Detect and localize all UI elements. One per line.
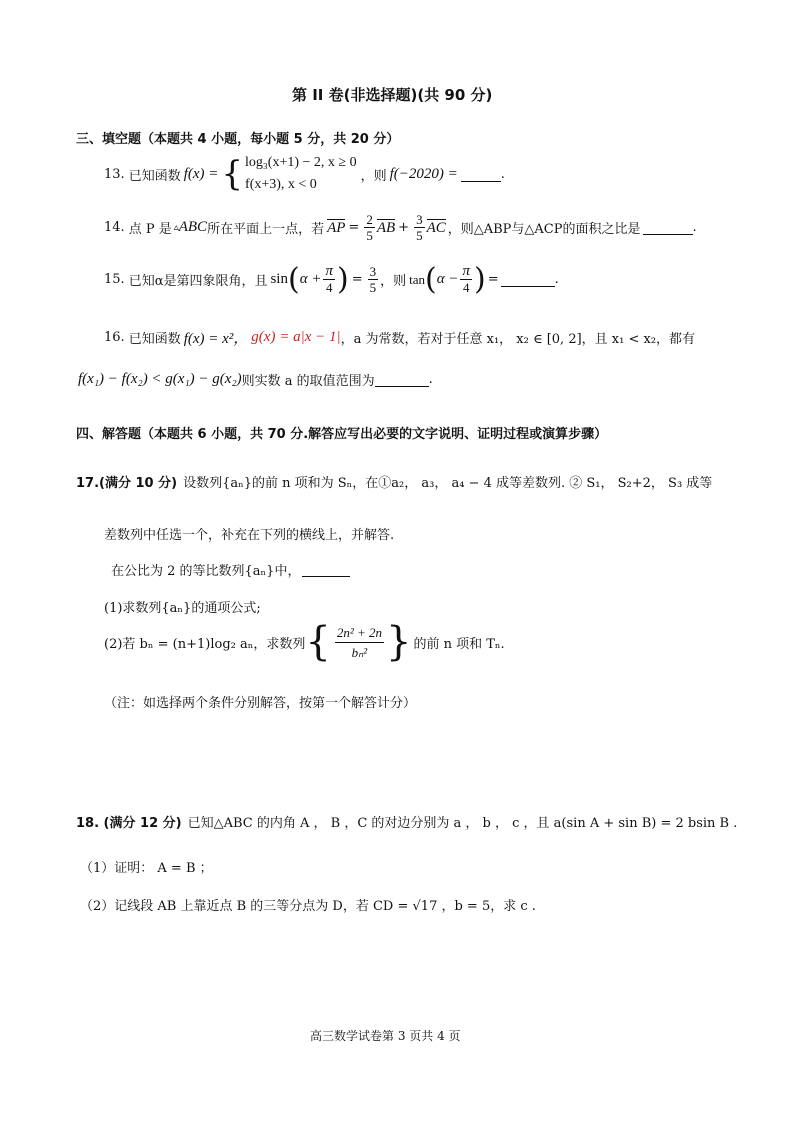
q15-sin: sin <box>270 271 288 287</box>
q14-fraction-1 <box>364 212 375 243</box>
page-footer: 高三数学试卷第 3 页共 4 页 <box>310 1029 461 1043</box>
q15-value-den: 5 <box>369 280 377 295</box>
q13-brace: { <box>221 154 244 194</box>
section-4-heading: 四、解答题（本题共 6 小题，共 70 分.解答应写出必要的文字说明、证明过程或演算步骤） <box>76 427 608 442</box>
q13-ask: f(−2020) = <box>389 165 458 182</box>
q15-paren-open-1: ( <box>287 261 300 297</box>
question-17-part-1: (1)求数列{aₙ}的通项公式; <box>104 601 261 616</box>
q15-value-num: 3 <box>369 264 377 279</box>
q14-triangle: ABC <box>178 219 208 235</box>
q15-pi-1: π <box>325 263 333 279</box>
q17-condition-blank <box>302 562 350 577</box>
q14-triangle-icon: ▵ <box>173 222 179 233</box>
q16-inequality: f(x₁) − f(x₂) < g(x₁) − g(x₂) <box>78 371 242 387</box>
q15-paren-open-2: ( <box>425 261 437 297</box>
q17-line-1: 设数列{aₙ}的前 n 项和为 Sₙ，在①a₂， a₃， a₄ − 4 成等差数列. ② S₁， S₂+2， S₃ 成等 <box>183 476 713 491</box>
q15-number: 15. <box>104 272 125 287</box>
q14-fraction-1-num: 2 <box>366 212 373 227</box>
q15-then: ，则 <box>380 274 407 289</box>
q15-paren-close-1: ) <box>336 261 349 297</box>
q17-brace-close: } <box>385 619 412 665</box>
q15-eq2: = <box>487 272 499 287</box>
q14-vector-ab: AB <box>376 219 396 236</box>
q13-mid: ，则 <box>360 168 387 184</box>
q15-four-1: 4 <box>325 280 333 295</box>
q17-part-2-pre: (2)若 bₙ = (n+1)log₂ aₙ，求数列 <box>104 636 306 652</box>
question-14 <box>104 212 697 243</box>
q14-period: . <box>692 220 697 235</box>
q17-label: 17.(满分 10 分) <box>76 476 178 491</box>
question-15 <box>104 261 559 297</box>
q14-eq: = <box>348 220 360 235</box>
q13-case-1: log₃(x+1) − 2, x ≥ 0 <box>245 155 357 170</box>
q15-pi-2: π <box>462 263 470 279</box>
q16-period: . <box>428 372 433 387</box>
question-18-line-1 <box>76 812 737 831</box>
q18-label: 18. (满分 12 分) <box>76 816 182 831</box>
q17-part-2-post: 的前 n 项和 Tₙ. <box>413 636 505 652</box>
q13-period: . <box>500 166 505 182</box>
q16-line-1-post: ，a 为常数，若对于任意 x₁， x₂ ∈ [0, 2]，且 x₁ < x₂，都有 <box>340 332 696 347</box>
q15-alpha-plus: α + <box>299 271 322 287</box>
q16-gx: g(x) = a|x − 1| <box>251 329 341 345</box>
q14-fraction-2 <box>414 212 425 243</box>
q16-prefix: 已知函数 <box>128 332 181 347</box>
q14-fraction-2-den: 5 <box>416 228 423 243</box>
question-13 <box>104 152 505 196</box>
q13-cases <box>245 152 357 196</box>
q16-line-2-post: 则实数 a 的取值范围为 <box>241 374 375 389</box>
q15-answer-blank <box>501 272 555 287</box>
section-3-heading: 三、填空题（本题共 4 小题，每小题 5 分，共 20 分） <box>76 132 400 147</box>
q17-brace-open: { <box>305 619 331 665</box>
q15-tan: tan <box>409 271 425 287</box>
q14-answer-blank <box>643 220 693 235</box>
question-18-part-1: （1）证明： A = B ； <box>80 861 213 876</box>
q15-period: . <box>554 272 559 287</box>
question-17-line-2: 差数列中任选一个，补充在下列的横线上，并解答. <box>104 528 395 543</box>
q13-answer-blank <box>461 167 501 182</box>
q15-fraction-value <box>368 264 379 295</box>
q14-post: ，则△ABP与△ACP的面积之比是 <box>447 222 641 237</box>
q15-fraction-pi-1 <box>323 264 335 295</box>
q13-case-2: f(x+3), x < 0 <box>245 177 317 192</box>
q15-eq: = <box>351 272 363 287</box>
q17-line-3: 在公比为 2 的等比数列{aₙ}中， <box>111 564 301 579</box>
question-18-part-2: （2）记线段 AB 上靠近点 B 的三等分点为 D，若 CD = √17 ，b = 5，求 c . <box>80 899 536 914</box>
q15-four-2: 4 <box>462 280 470 295</box>
q14-number: 14. <box>104 220 125 235</box>
q15-paren-close-2: ) <box>473 261 486 297</box>
q16-fx: f(x) = x²， <box>183 331 249 347</box>
q13-function: f(x) = <box>183 165 219 182</box>
question-17-line-3 <box>111 560 350 579</box>
q17-fraction-den: bₙ² <box>351 644 368 660</box>
q14-mid: 所在平面上一点，若 <box>207 222 325 237</box>
q14-fraction-2-num: 3 <box>416 212 423 227</box>
q14-prefix: 点 P 是 <box>128 222 172 237</box>
q14-plus: + <box>398 220 410 235</box>
q15-fraction-pi-2 <box>460 264 472 295</box>
q14-vector-ap: AP <box>327 219 346 236</box>
q17-fraction <box>335 625 384 660</box>
q18-line-1: 已知△ABC 的内角 A ， B ，C 的对边分别为 a ， b ， c ，且 a(sin A + sin B) = 2 bsin B . <box>187 816 738 831</box>
q16-number: 16. <box>104 330 125 345</box>
q14-vector-ac: AC <box>426 219 446 236</box>
question-17-note: （注：如选择两个条件分别解答，按第一个解答计分） <box>104 696 417 711</box>
q13-prefix: 已知函数 <box>128 168 181 184</box>
q14-fraction-1-den: 5 <box>366 228 373 243</box>
q13-number: 13. <box>104 166 125 182</box>
question-17-line-1 <box>76 472 712 491</box>
question-16-line-1 <box>104 327 695 348</box>
q15-prefix: 已知α是第四象限角，且 <box>128 274 268 289</box>
page-title: 第 II 卷(非选择题)(共 90 分) <box>292 86 493 104</box>
question-16-line-2 <box>78 370 433 389</box>
q16-answer-blank <box>375 372 429 387</box>
q17-fraction-num: 2n² + 2n <box>335 625 384 643</box>
question-17-part-2 <box>104 619 505 665</box>
q15-alpha-minus: α − <box>436 271 459 287</box>
